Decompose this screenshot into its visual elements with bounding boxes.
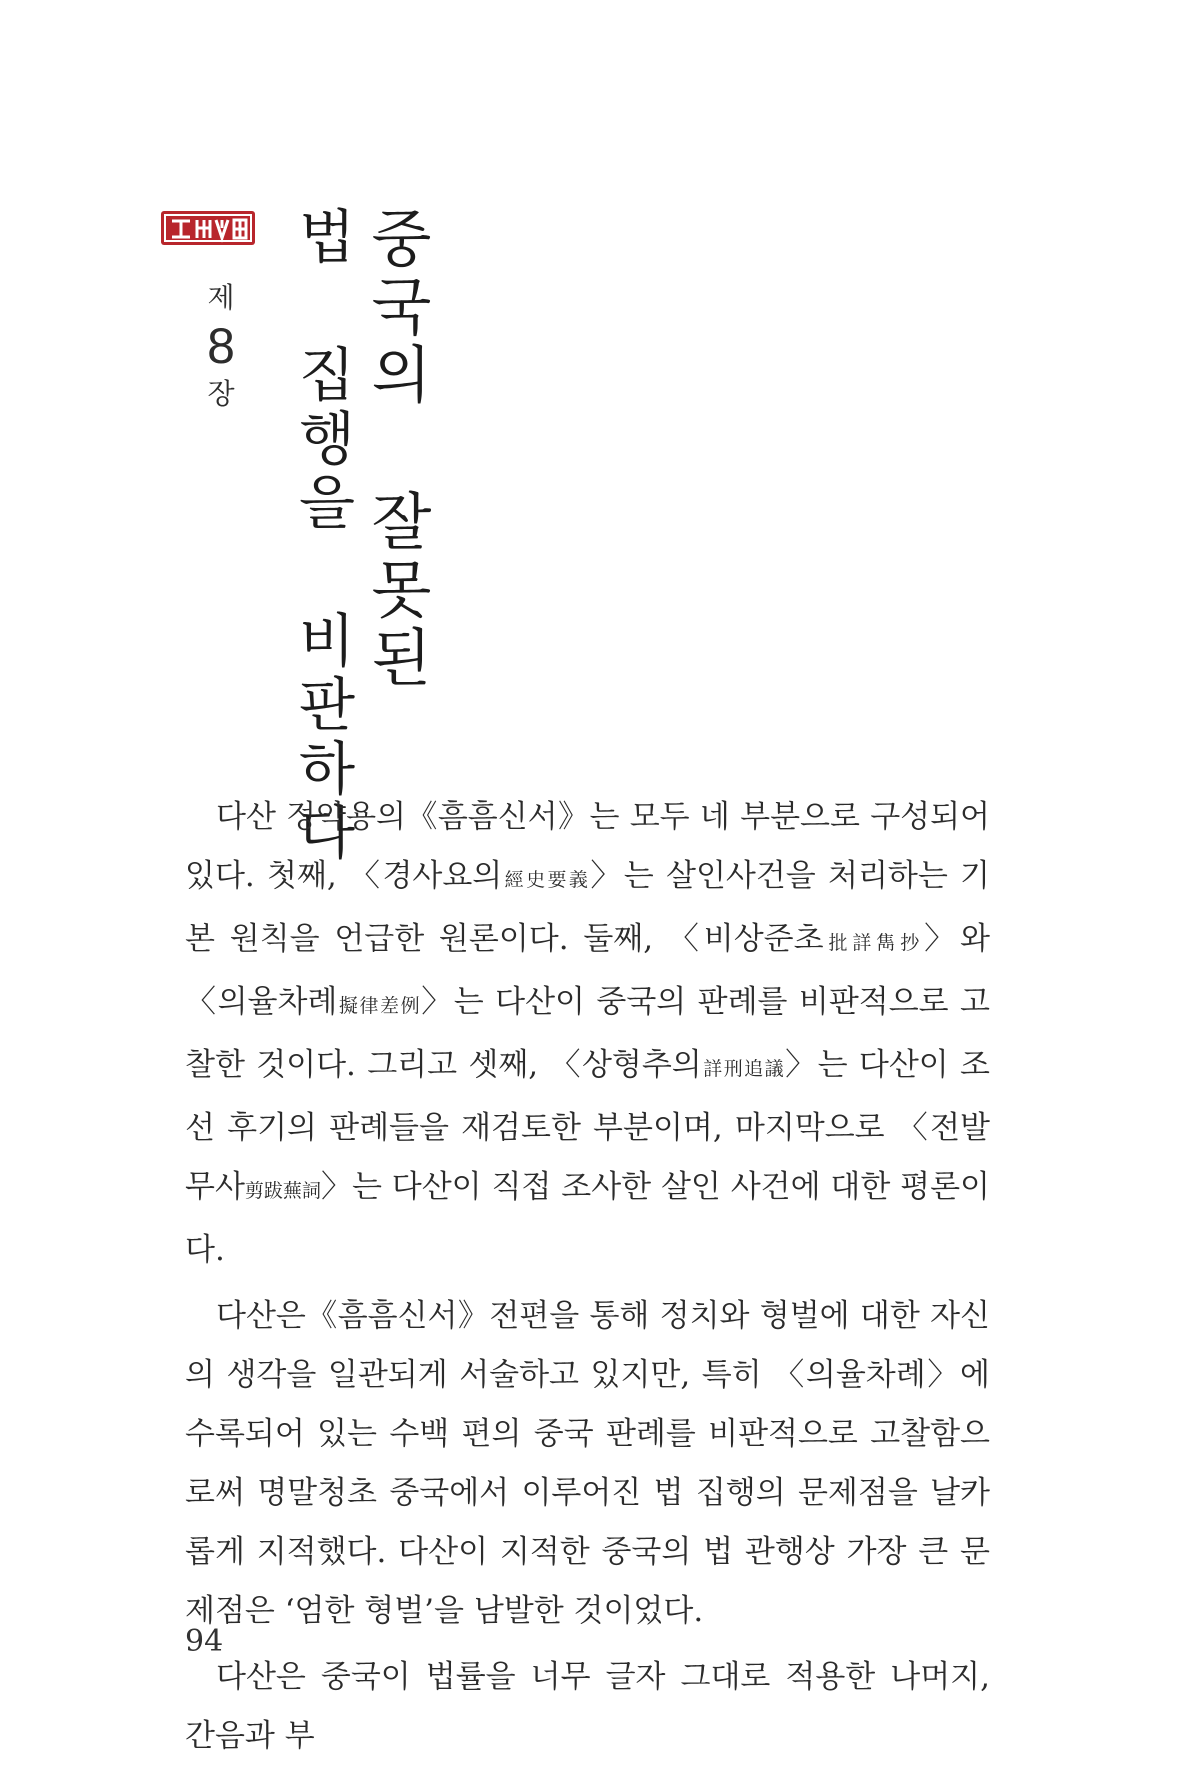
paragraph-text: 다산은 중국이 법률을 너무 글자 그대로 적용한 나머지, 간음과 부 <box>185 1659 990 1754</box>
hanja-annotation: 剪跋蕪詞 <box>244 1180 321 1202</box>
page-number: 94 <box>185 1624 224 1659</box>
hanja-annotation: 詳刑追議 <box>701 1058 786 1080</box>
chapter-number: 8 <box>207 318 235 374</box>
paragraph-text: 〉는 다산이 중국의 판례를 비판적으로 고찰한 것이다. 그리고 셋째, 〈상형추의 <box>185 984 990 1083</box>
chapter-label <box>196 278 246 414</box>
paragraph-text: 〉는 살인사건을 처리하는 기본 원칙을 언급한 원론이다. 둘째, 〈비상준초 <box>185 858 991 957</box>
seal-stamp-icon <box>160 210 256 246</box>
body-paragraph <box>185 788 990 1280</box>
hanja-annotation: 擬律差例 <box>337 995 422 1017</box>
paragraph-text: 〉는 다산이 조선 후기의 판례들을 재검토한 부분이며, 마지막으로 〈전발무사 <box>185 1047 990 1205</box>
paragraph-text: 〉는 다산이 직접 조사한 살인 사건에 대한 평론이다. <box>185 1169 990 1268</box>
chapter-title-line-2: 법 집행을 비판하다 <box>288 206 356 866</box>
chapter-title-line-1: 중국의 잘못된 <box>360 206 433 693</box>
chapter-word-jang: 장 <box>207 377 235 410</box>
paragraph-text: 다산은《흠흠신서》전편을 통해 정치와 형벌에 대한 자신의 생각을 일관되게 서술하고 있지만, 특히 〈의율차례〉에 수록되어 있는 수백 편의 중국 판례를 비판적으로 고찰함으로써 명말청초 중국에서 이루어진 법 집행의 문제점을 날카롭게 지적했다. 다산이 지적한 중국의 법 관행상 가장 큰 문제점은 ‘엄한 형벌’을 남발한 것이었다. <box>185 1298 990 1629</box>
paragraph-text: 다산 정약용의《흠흠신서》는 모두 네 부분으로 구성되어 있다. 첫째, 〈경사요의 <box>185 799 990 894</box>
body-paragraph <box>185 1648 990 1766</box>
hanja-annotation: 經史要義 <box>502 869 591 891</box>
hanja-annotation: 批詳雋抄 <box>823 932 925 954</box>
body-text <box>185 788 990 1773</box>
chapter-word-je: 제 <box>207 281 235 314</box>
body-paragraph <box>185 1287 990 1641</box>
paragraph-text: 〉와 〈의율차례 <box>185 921 990 1020</box>
